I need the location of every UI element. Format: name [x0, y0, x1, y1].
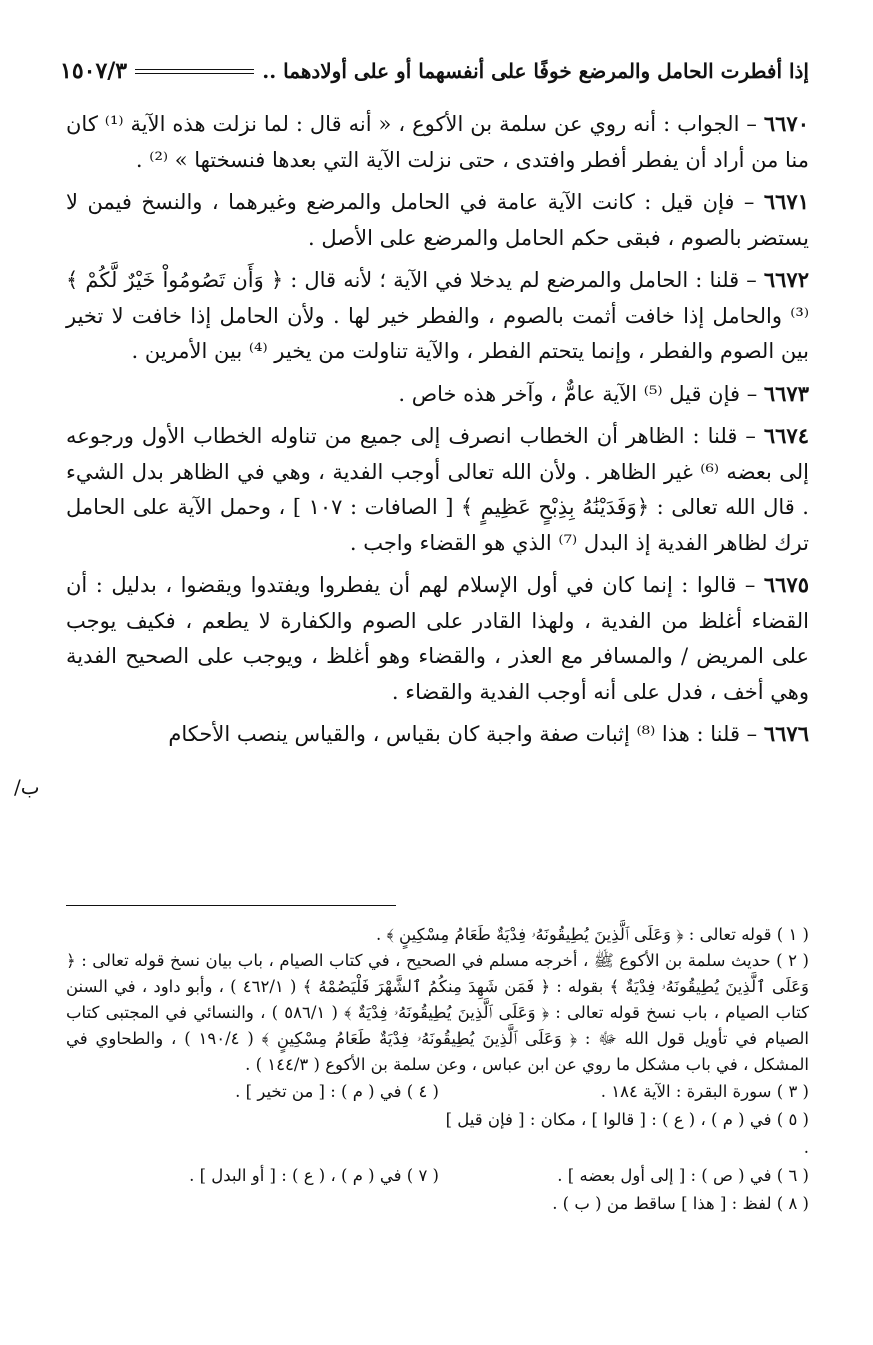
page-number: ١٥٠٧/٣	[60, 58, 128, 84]
paragraph-number: ٦٦٧٠	[763, 111, 809, 136]
header-title: إذا أفطرت الحامل والمرضع خوفًا على أنفسهما أو على أولادهما ..	[262, 59, 809, 83]
footnote-row	[66, 1078, 809, 1106]
paragraph-number: ٦٦٧٥	[763, 572, 809, 597]
footnotes	[66, 922, 809, 1218]
footnote-divider	[66, 905, 396, 906]
footnote-row	[66, 1106, 809, 1162]
paragraph	[66, 184, 809, 256]
footnote: ( ٧ ) في ( م ) ، ( ع ) : [ أو البدل ] .	[189, 1166, 439, 1185]
paragraph-text: – فإن قيل : كانت الآية عامة في الحامل والمرضع وغيرهما ، والنسخ فيمن لا يستضر بالصوم ، فبقى حكم الحامل والمرضع على الأصل .	[66, 190, 809, 250]
footnote: ( ٨ ) لفظ : [ هذا ] ساقط من ( ب ) .	[552, 1194, 809, 1213]
paragraph-number: ٦٦٧٢	[763, 267, 809, 292]
paragraph-text: – قلنا : هذا ⁽⁸⁾ إثبات صفة واجبة كان بقياس ، والقياس ينصب الأحكام	[168, 722, 764, 746]
paragraph	[66, 716, 809, 753]
main-text	[66, 106, 809, 759]
footnote: ( ١ ) قوله تعالى : ﴿ وَعَلَى ٱلَّذِينَ يُطِيقُونَهُۥ فِدْيَةٌ طَعَامُ مِسْكِينٍ ﴾ .	[376, 925, 809, 944]
paragraph-text: – قالوا : إنما كان في أول الإسلام لهم أن يفطروا ويفتدوا ويقضوا ، بدليل : أن القضاء أغلظ من الفدية ، ولهذا القادر على الصوم والكفارة لا يطعم ، فكيف يوجب على المريض / والمسافر مع العذر ، والقضاء وهو أغلظ ، ويوجب على الصحيح الفدية وهي أخف ، فدل على أنه أوجب الفدية والقضاء .	[66, 573, 809, 704]
paragraph-text: – فإن قيل ⁽⁵⁾ الآية عامٌّ ، وآخر هذه خاص .	[398, 381, 764, 406]
paragraph-number: ٦٦٧٦	[763, 721, 809, 746]
paragraph-text: – قلنا : الحامل والمرضع لم يدخلا في الآية ؛ لأنه قال : ﴿ وَأَن تَصُومُواْ خَيْرٌ لَّكُمْ ﴾ ⁽³⁾ والحامل إذا خافت أثمت بالصوم ، والفطر خير لها . ولأن الحامل إذا خافت لا تخير بين الصوم والفطر ، وإنما يتحتم الفطر ، والآية تناولت من يخير ⁽⁴⁾ بين الأمرين .	[66, 268, 809, 363]
footnote: ( ٣ ) سورة البقرة : الآية ١٨٤ .	[600, 1082, 809, 1101]
header-rule	[135, 69, 254, 74]
paragraph-number: ٦٦٧٤	[763, 423, 809, 448]
footnote: ( ٢ ) حديث سلمة بن الأكوع ﷺ ، أخرجه مسلم في الصحيح ، في كتاب الصيام ، باب بيان نسخ قوله تعالى : ﴿ وَعَلَى ٱلَّذِينَ يُطِيقُونَهُۥ فِدْيَةٌ ﴾ بقوله : ﴿ فَمَن شَهِدَ مِنكُمُ ٱلشَّهْرَ فَلْيَصُمْهُ ﴾ ( ٤٦٢/١ ) ، وأبو داود ، في السنن كتاب الصيام ، باب نسخ قوله تعالى : ﴿ وَعَلَى ٱلَّذِينَ يُطِيقُونَهُۥ فِدْيَةٌ ﴾ ( ٥٨٦/١ ) ، والنسائي في المجتبى كتاب الصيام في تأويل قول الله ﷻ : ﴿ وَعَلَى ٱلَّذِينَ يُطِيقُونَهُۥ فِدْيَةٌ طَعَامُ مِسْكِينٍ ﴾ ( ١٩٠/٤ ) ، والطحاوي في المشكل ، في باب مشكل ما روي عن ابن عباس ، وعن سلمة بن الأكوع ( ١٤٤/٣ ) .	[66, 951, 809, 1074]
paragraph	[66, 262, 809, 370]
margin-note: /ب	[14, 775, 40, 799]
footnote-row	[66, 1162, 809, 1190]
footnote: ( ٦ ) في ( ص ) : [ إلى أول بعضه ] .	[557, 1166, 809, 1185]
paragraph	[66, 376, 809, 413]
paragraph-number: ٦٦٧٣	[763, 380, 809, 406]
paragraph-text: – قلنا : الظاهر أن الخطاب انصرف إلى جميع من تناوله الخطاب الأول ورجوعه إلى بعضه ⁽⁶⁾ غير الظاهر . ولأن الله تعالى أوجب الفدية ، وهي في الظاهر بدل الشيء . قال الله تعالى : ﴿وَفَدَيْنَٰهُ بِذِبْحٍ عَظِيمٍ ﴾ [ الصافات : ١٠٧ ] ، وحمل الآية على الحامل ترك لظاهر الفدية إذ البدل ⁽⁷⁾ الذي هو القضاء واجب .	[66, 424, 809, 555]
paragraph	[66, 106, 809, 178]
paragraph-number: ٦٦٧١	[763, 189, 809, 214]
paragraph	[66, 418, 809, 561]
paragraph-text: – الجواب : أنه روي عن سلمة بن الأكوع ، « أنه قال : لما نزلت هذه الآية ⁽¹⁾ كان منا من أراد أن يفطر أفطر وافتدى ، حتى نزلت الآية التي بعدها فنسختها » ⁽²⁾ .	[66, 112, 809, 172]
footnote: ( ٤ ) في ( م ) : [ من تخير ] .	[235, 1082, 439, 1101]
footnote-row	[66, 1190, 809, 1218]
paragraph	[66, 567, 809, 710]
footnote: ( ٥ ) في ( م ) ، ( ع ) : [ قالوا ] ، مكان : [ فإن قيل ] .	[445, 1110, 809, 1157]
running-header	[60, 54, 809, 88]
